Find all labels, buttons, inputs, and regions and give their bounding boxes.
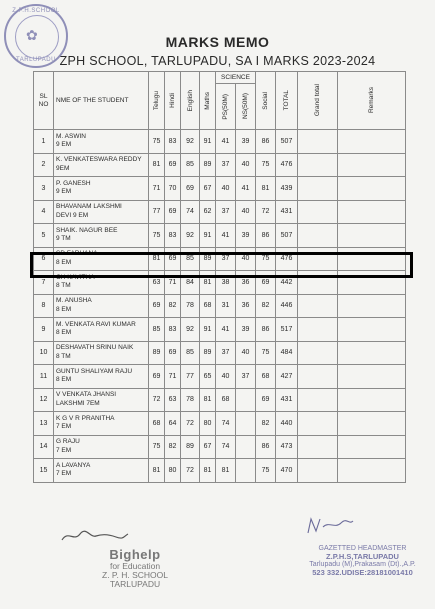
cell-remarks bbox=[338, 412, 406, 436]
table-row bbox=[34, 318, 406, 342]
table-row bbox=[34, 224, 406, 248]
cell-student-name bbox=[54, 224, 149, 248]
cell-grand-total bbox=[298, 224, 338, 248]
cell-hi: 80 bbox=[165, 459, 181, 483]
table-row bbox=[34, 412, 406, 436]
table-row bbox=[34, 435, 406, 459]
table-row bbox=[34, 388, 406, 412]
cell-te: 85 bbox=[149, 318, 165, 342]
cell-ps: 37 bbox=[216, 341, 236, 365]
stamp-bottom-text: TARLUPADU bbox=[16, 57, 56, 63]
cell-tot: 446 bbox=[276, 294, 298, 318]
cell-ma: 91 bbox=[200, 224, 216, 248]
cell-tot: 431 bbox=[276, 388, 298, 412]
cell-ns bbox=[236, 412, 256, 436]
cell-ma: 81 bbox=[200, 388, 216, 412]
cell-ps: 41 bbox=[216, 224, 236, 248]
student-class: 9 EM bbox=[56, 141, 72, 149]
stamp-top-text: Z.P.H.SCHOOL bbox=[12, 8, 60, 14]
student-name: P. GANESH bbox=[56, 179, 91, 187]
cell-tot: 473 bbox=[276, 435, 298, 459]
cell-student-name bbox=[54, 365, 149, 389]
cell-en: 78 bbox=[181, 294, 200, 318]
cell-hi: 64 bbox=[165, 412, 181, 436]
cell-ps: 38 bbox=[216, 271, 236, 295]
cell-hi: 82 bbox=[165, 435, 181, 459]
cell-tot: 470 bbox=[276, 459, 298, 483]
student-name: M. VENKATA RAVI KUMAR bbox=[56, 320, 136, 328]
cell-sl-no: 13 bbox=[34, 412, 54, 436]
header-maths: Maths bbox=[200, 72, 216, 130]
cell-tot: 476 bbox=[276, 153, 298, 177]
student-class: 9 TM bbox=[56, 235, 71, 243]
student-name: SD FARHANA bbox=[56, 250, 98, 258]
headmaster-stamp-line2: Z.P.H.S,TARLUPADU bbox=[326, 552, 399, 561]
header-total: TOTAL bbox=[276, 72, 298, 130]
cell-student-name bbox=[54, 153, 149, 177]
table-row bbox=[34, 294, 406, 318]
student-class: 7 EM bbox=[56, 470, 72, 478]
cell-sl-no: 8 bbox=[34, 294, 54, 318]
table-row bbox=[34, 365, 406, 389]
cell-te: 77 bbox=[149, 200, 165, 224]
student-class: LAKSHMI 7EM bbox=[56, 399, 100, 407]
student-name: SHAIK. NAGUR BEE bbox=[56, 226, 118, 234]
cell-so: 86 bbox=[256, 318, 276, 342]
table-row bbox=[34, 130, 406, 154]
cell-ns: 40 bbox=[236, 200, 256, 224]
cell-en: 92 bbox=[181, 224, 200, 248]
cell-en: 85 bbox=[181, 153, 200, 177]
cell-student-name bbox=[54, 435, 149, 459]
cell-en: 72 bbox=[181, 459, 200, 483]
cell-te: 63 bbox=[149, 271, 165, 295]
student-name: CH KAVITHA bbox=[56, 273, 95, 281]
bighelp-line3: TARLUPADU bbox=[109, 579, 161, 589]
cell-ns: 40 bbox=[236, 247, 256, 271]
cell-ps: 31 bbox=[216, 294, 236, 318]
cell-ma: 91 bbox=[200, 130, 216, 154]
student-class: 7 EM bbox=[56, 446, 72, 454]
cell-ns: 36 bbox=[236, 271, 256, 295]
student-class: 8 EM bbox=[56, 376, 72, 384]
student-name: K G V R PRANITHA bbox=[56, 414, 115, 422]
cell-ma: 65 bbox=[200, 365, 216, 389]
cell-remarks bbox=[338, 224, 406, 248]
cell-so: 81 bbox=[256, 177, 276, 201]
cell-grand-total bbox=[298, 177, 338, 201]
cell-ma: 81 bbox=[200, 459, 216, 483]
cell-ma: 67 bbox=[200, 435, 216, 459]
header-remarks: Remarks bbox=[338, 72, 406, 130]
cell-sl-no: 14 bbox=[34, 435, 54, 459]
cell-tot: 484 bbox=[276, 341, 298, 365]
cell-student-name bbox=[54, 459, 149, 483]
student-class: 8 EM bbox=[56, 258, 72, 266]
cell-te: 81 bbox=[149, 247, 165, 271]
header-student-name: NME OF THE STUDENT bbox=[54, 72, 149, 130]
cell-ma: 89 bbox=[200, 153, 216, 177]
table-row bbox=[34, 341, 406, 365]
cell-ps: 74 bbox=[216, 412, 236, 436]
cell-en: 74 bbox=[181, 200, 200, 224]
cell-so: 69 bbox=[256, 271, 276, 295]
cell-so: 75 bbox=[256, 247, 276, 271]
cell-hi: 82 bbox=[165, 294, 181, 318]
stamp-emblem-icon: ✿ bbox=[26, 27, 38, 43]
cell-hi: 69 bbox=[165, 247, 181, 271]
cell-ps: 41 bbox=[216, 130, 236, 154]
cell-tot: 442 bbox=[276, 271, 298, 295]
cell-en: 85 bbox=[181, 341, 200, 365]
cell-so: 75 bbox=[256, 153, 276, 177]
cell-en: 72 bbox=[181, 412, 200, 436]
header-grand-total: Grand total bbox=[298, 72, 338, 130]
cell-student-name bbox=[54, 177, 149, 201]
cell-ps: 37 bbox=[216, 153, 236, 177]
student-name: M. ANUSHA bbox=[56, 297, 92, 305]
cell-ma: 67 bbox=[200, 177, 216, 201]
cell-hi: 69 bbox=[165, 153, 181, 177]
cell-tot: 427 bbox=[276, 365, 298, 389]
cell-student-name bbox=[54, 318, 149, 342]
student-class: 8 EM bbox=[56, 305, 72, 313]
cell-grand-total bbox=[298, 459, 338, 483]
cell-hi: 69 bbox=[165, 200, 181, 224]
cell-student-name bbox=[54, 130, 149, 154]
cell-student-name bbox=[54, 294, 149, 318]
bighelp-title: Bighelp bbox=[109, 547, 161, 562]
cell-ns: 39 bbox=[236, 318, 256, 342]
header-ns: NS(50M) bbox=[236, 84, 256, 130]
cell-te: 81 bbox=[149, 153, 165, 177]
student-class: 8 TM bbox=[56, 352, 71, 360]
student-class: 9EM bbox=[56, 164, 70, 172]
cell-remarks bbox=[338, 130, 406, 154]
cell-ns: 40 bbox=[236, 341, 256, 365]
cell-sl-no: 2 bbox=[34, 153, 54, 177]
cell-remarks bbox=[338, 365, 406, 389]
cell-en: 69 bbox=[181, 177, 200, 201]
bighelp-stamp bbox=[80, 547, 190, 589]
cell-sl-no: 15 bbox=[34, 459, 54, 483]
cell-ma: 68 bbox=[200, 294, 216, 318]
bighelp-line2: Z. P. H. SCHOOL bbox=[102, 570, 168, 580]
table-row bbox=[34, 200, 406, 224]
cell-hi: 83 bbox=[165, 318, 181, 342]
cell-remarks bbox=[338, 318, 406, 342]
bighelp-line1: for Education bbox=[109, 561, 161, 571]
cell-ns bbox=[236, 435, 256, 459]
cell-ns: 36 bbox=[236, 294, 256, 318]
cell-sl-no: 6 bbox=[34, 247, 54, 271]
headmaster-stamp bbox=[300, 545, 425, 577]
cell-so: 82 bbox=[256, 294, 276, 318]
page-title: MARKS MEMO bbox=[165, 34, 270, 50]
cell-te: 69 bbox=[149, 365, 165, 389]
cell-ps: 37 bbox=[216, 200, 236, 224]
cell-grand-total bbox=[298, 200, 338, 224]
cell-grand-total bbox=[298, 412, 338, 436]
student-class: 9 EM bbox=[56, 188, 72, 196]
headmaster-stamp-line4: 523 332.UDISE:28181001410 bbox=[312, 568, 413, 577]
cell-ps: 41 bbox=[216, 318, 236, 342]
left-signature bbox=[60, 528, 130, 544]
cell-sl-no: 4 bbox=[34, 200, 54, 224]
cell-grand-total bbox=[298, 341, 338, 365]
cell-ns: 39 bbox=[236, 224, 256, 248]
cell-te: 68 bbox=[149, 412, 165, 436]
cell-sl-no: 10 bbox=[34, 341, 54, 365]
header-telugu: Telugu bbox=[149, 72, 165, 130]
cell-sl-no: 11 bbox=[34, 365, 54, 389]
student-class: 7 EM bbox=[56, 423, 72, 431]
cell-en: 85 bbox=[181, 247, 200, 271]
cell-so: 75 bbox=[256, 459, 276, 483]
cell-grand-total bbox=[298, 365, 338, 389]
headmaster-stamp-line1: GAZETTED HEADMASTER bbox=[318, 545, 407, 552]
cell-sl-no: 12 bbox=[34, 388, 54, 412]
page-subtitle: ZPH SCHOOL, TARLUPADU, SA I MARKS 2023-2024 bbox=[59, 54, 376, 68]
cell-sl-no: 5 bbox=[34, 224, 54, 248]
cell-grand-total bbox=[298, 435, 338, 459]
cell-student-name bbox=[54, 200, 149, 224]
cell-remarks bbox=[338, 294, 406, 318]
cell-hi: 71 bbox=[165, 271, 181, 295]
cell-ma: 89 bbox=[200, 247, 216, 271]
cell-te: 75 bbox=[149, 130, 165, 154]
cell-en: 84 bbox=[181, 271, 200, 295]
right-signature bbox=[305, 515, 355, 537]
student-name: G RAJU bbox=[56, 438, 80, 446]
header-ps: PS(50M) bbox=[216, 84, 236, 130]
cell-en: 77 bbox=[181, 365, 200, 389]
cell-sl-no: 7 bbox=[34, 271, 54, 295]
cell-remarks bbox=[338, 388, 406, 412]
cell-grand-total bbox=[298, 318, 338, 342]
header-social: Social bbox=[256, 72, 276, 130]
cell-grand-total bbox=[298, 294, 338, 318]
cell-sl-no: 1 bbox=[34, 130, 54, 154]
cell-ps: 37 bbox=[216, 247, 236, 271]
cell-ns bbox=[236, 459, 256, 483]
cell-ma: 62 bbox=[200, 200, 216, 224]
table-row bbox=[34, 459, 406, 483]
headmaster-stamp-line3: Tarlupadu (M),Prakasam (Dt).,A.P. bbox=[309, 561, 416, 568]
cell-te: 75 bbox=[149, 435, 165, 459]
cell-sl-no: 3 bbox=[34, 177, 54, 201]
student-class: 8 TM bbox=[56, 282, 71, 290]
cell-grand-total bbox=[298, 153, 338, 177]
cell-so: 82 bbox=[256, 412, 276, 436]
cell-grand-total bbox=[298, 130, 338, 154]
cell-hi: 83 bbox=[165, 224, 181, 248]
cell-ma: 91 bbox=[200, 318, 216, 342]
cell-ns: 40 bbox=[236, 153, 256, 177]
cell-remarks bbox=[338, 341, 406, 365]
header-hindi: Hindi bbox=[165, 72, 181, 130]
student-class: 8 EM bbox=[56, 329, 72, 337]
cell-te: 69 bbox=[149, 294, 165, 318]
cell-hi: 83 bbox=[165, 130, 181, 154]
cell-ma: 80 bbox=[200, 412, 216, 436]
student-name: GUNTU SHALIYAM RAJU bbox=[56, 367, 133, 375]
cell-remarks bbox=[338, 459, 406, 483]
cell-te: 81 bbox=[149, 459, 165, 483]
cell-ps: 40 bbox=[216, 365, 236, 389]
cell-ns bbox=[236, 388, 256, 412]
header-sl-no: SL NO bbox=[34, 72, 54, 130]
cell-hi: 63 bbox=[165, 388, 181, 412]
student-class: DEVI 9 EM bbox=[56, 211, 89, 219]
cell-so: 75 bbox=[256, 341, 276, 365]
cell-en: 92 bbox=[181, 130, 200, 154]
header-science: SCIENCE bbox=[216, 72, 256, 84]
cell-so: 86 bbox=[256, 224, 276, 248]
cell-so: 86 bbox=[256, 130, 276, 154]
table-row bbox=[34, 153, 406, 177]
cell-remarks bbox=[338, 177, 406, 201]
cell-so: 69 bbox=[256, 388, 276, 412]
cell-ma: 89 bbox=[200, 341, 216, 365]
cell-remarks bbox=[338, 435, 406, 459]
cell-hi: 70 bbox=[165, 177, 181, 201]
cell-ps: 74 bbox=[216, 435, 236, 459]
cell-so: 72 bbox=[256, 200, 276, 224]
cell-so: 68 bbox=[256, 365, 276, 389]
cell-sl-no: 9 bbox=[34, 318, 54, 342]
student-name: DESHAVATH SRINU NAIK bbox=[56, 344, 134, 352]
student-name: V VENKATA JHANSI bbox=[56, 391, 117, 399]
table-row bbox=[34, 177, 406, 201]
cell-ns: 39 bbox=[236, 130, 256, 154]
student-name: BHAVANAM LAKSHMI bbox=[56, 203, 122, 211]
cell-remarks bbox=[338, 200, 406, 224]
cell-tot: 431 bbox=[276, 200, 298, 224]
cell-tot: 440 bbox=[276, 412, 298, 436]
student-name: K. VENKATESWARA REDDY bbox=[56, 156, 142, 164]
cell-te: 89 bbox=[149, 341, 165, 365]
student-name: A LAVANYA bbox=[56, 461, 91, 469]
cell-student-name bbox=[54, 388, 149, 412]
cell-remarks bbox=[338, 153, 406, 177]
cell-ma: 81 bbox=[200, 271, 216, 295]
cell-tot: 507 bbox=[276, 130, 298, 154]
cell-grand-total bbox=[298, 388, 338, 412]
cell-te: 72 bbox=[149, 388, 165, 412]
cell-ps: 40 bbox=[216, 177, 236, 201]
cell-ns: 37 bbox=[236, 365, 256, 389]
cell-tot: 517 bbox=[276, 318, 298, 342]
student-name: M. ASWIN bbox=[56, 132, 86, 140]
cell-so: 86 bbox=[256, 435, 276, 459]
cell-hi: 71 bbox=[165, 365, 181, 389]
cell-hi: 69 bbox=[165, 341, 181, 365]
cell-en: 78 bbox=[181, 388, 200, 412]
cell-te: 71 bbox=[149, 177, 165, 201]
cell-student-name bbox=[54, 341, 149, 365]
cell-ns: 41 bbox=[236, 177, 256, 201]
cell-tot: 507 bbox=[276, 224, 298, 248]
cell-en: 92 bbox=[181, 318, 200, 342]
cell-student-name bbox=[54, 412, 149, 436]
highlighted-row-box bbox=[30, 252, 413, 278]
cell-ps: 68 bbox=[216, 388, 236, 412]
cell-ps: 81 bbox=[216, 459, 236, 483]
cell-tot: 476 bbox=[276, 247, 298, 271]
header-english: English bbox=[181, 72, 200, 130]
cell-en: 89 bbox=[181, 435, 200, 459]
cell-tot: 439 bbox=[276, 177, 298, 201]
cell-te: 75 bbox=[149, 224, 165, 248]
